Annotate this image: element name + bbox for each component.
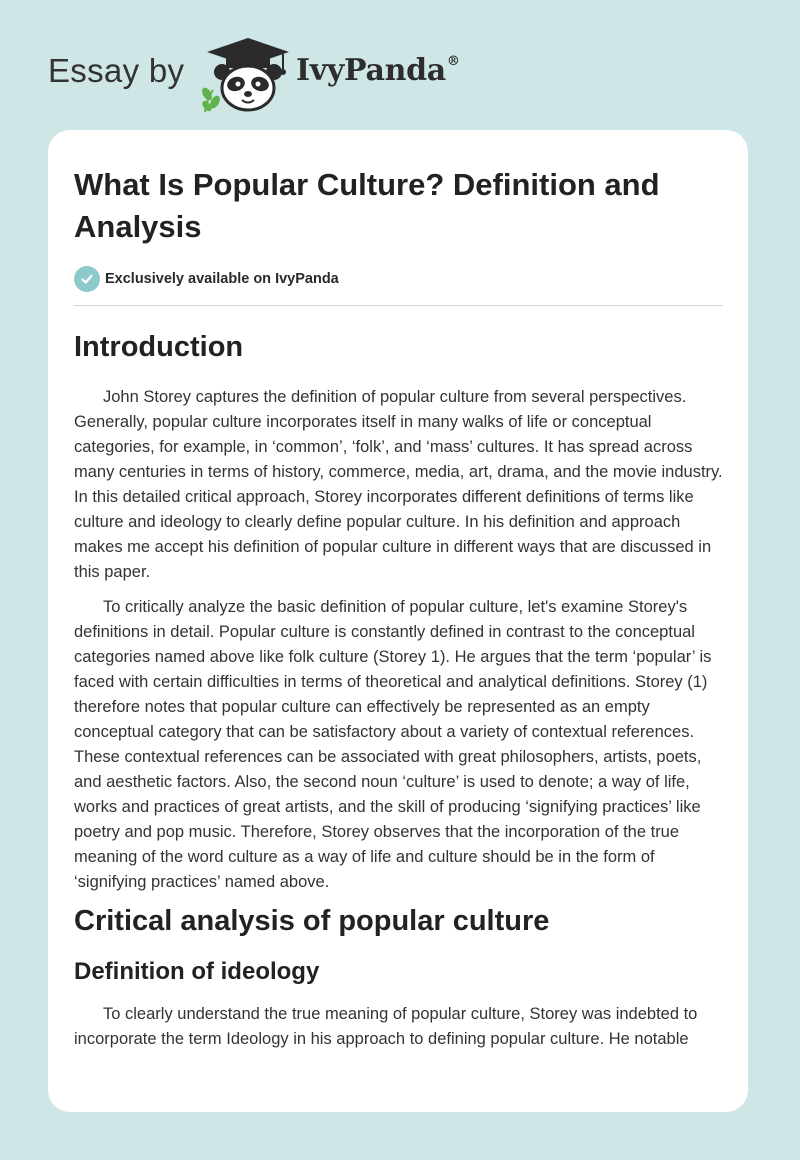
- check-circle-icon: [74, 266, 100, 292]
- site-header: [48, 34, 508, 114]
- page-title: What Is Popular Culture? Definition and Analysis: [74, 167, 660, 244]
- paragraph: To critically analyze the basic definition of popular culture, let's examine Storey's definitions in detail. Popular culture is constantly defined in contrast to the conceptual categories named above like folk culture (Storey 1). He argues that the term ‘popular’ is faced with certain difficulties in terms of theoretical and analytical definitions. Storey (1) therefore notes that popular culture can effectively be represented as an empty conceptual category that can be satisfactory about a variety of contextual references. These contextual references can be associated with great philosophers, artists, poets, and aesthetic factors. Also, the second noun ‘culture’ is used to denote; a way of life, works and practices of great artists, and the skill of producing ‘signifying practices’ like poetry and pop music. Therefore, Storey observes that the incorporation of the true meaning of the word culture as a way of life and culture should be in the form of ‘signifying practices’ named above.: [74, 598, 712, 891]
- paragraph: John Storey captures the definition of popular culture from several perspectives. Generally, popular culture incorporates itself in many walks of life or conceptual categories, for example, in ‘common’, ‘folk’, and ‘mass’ cultures. It has spread across many centuries in terms of history, commerce, media, art, drama, and the movie industry. In this detailed critical approach, Storey incorporates different definitions of terms like culture and ideology to clearly define popular culture. In his definition and approach makes me accept his definition of popular culture in different ways that are discussed in this paper.: [74, 388, 723, 581]
- registered-mark: ®: [446, 54, 460, 69]
- exclusive-label: Exclusively available on IvyPanda: [105, 271, 339, 287]
- essay-card: [48, 130, 748, 1112]
- subsection-heading-ideology: Definition of ideology: [74, 958, 320, 985]
- exclusive-badge: [74, 265, 724, 293]
- paragraph: To clearly understand the true meaning of popular culture, Storey was indebted to incorporate the term Ideology in his approach to defining popular culture. He notable: [74, 1005, 698, 1048]
- section-heading-critical-analysis: Critical analysis of popular culture: [74, 905, 550, 937]
- section-heading-introduction: Introduction: [74, 331, 244, 363]
- brand-name[interactable]: IvyPanda®: [296, 53, 460, 88]
- essay-by-label: Essay by: [48, 52, 185, 89]
- panda-logo-icon[interactable]: [201, 34, 295, 114]
- divider: [74, 305, 723, 306]
- essay-content: [74, 164, 724, 1052]
